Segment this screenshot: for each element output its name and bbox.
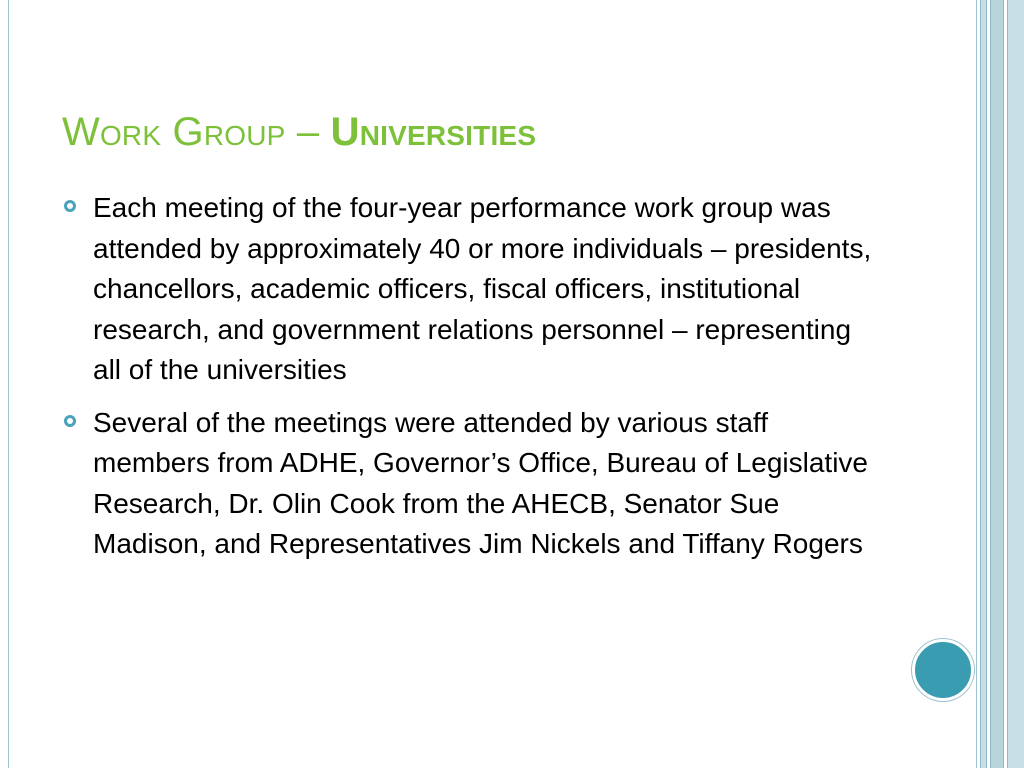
left-border-line (8, 0, 9, 768)
slide-title (62, 108, 536, 156)
bullet-text: Several of the meetings were attended by various staff members from ADHE, Governor’s Office, Bureau of Legislative Research, Dr. Olin Cook from the AHECB, Senator Sue Madison, and Representatives Jim Nickels and Tiffany Rogers (93, 406, 868, 559)
bullet-item (62, 403, 882, 565)
bullet-list (62, 188, 882, 577)
right-decor-stripe (976, 0, 977, 768)
right-decor-stripe (1007, 0, 1024, 768)
hollow-circle-bullet-icon (64, 415, 76, 427)
right-decor-stripe (990, 0, 1004, 768)
right-decor-stripe (980, 0, 987, 768)
decorative-circle-icon (912, 639, 974, 701)
hollow-circle-bullet-icon (64, 200, 76, 212)
title-prefix: Work Group – (62, 110, 331, 154)
bullet-item (62, 188, 882, 391)
title-emphasis: Universities (330, 110, 537, 154)
bullet-text: Each meeting of the four-year performance work group was attended by approximately 40 or more individuals – presidents, chancellors, academic officers, fiscal officers, institutional research, and government relations personnel – representing all of the universities (93, 192, 872, 385)
